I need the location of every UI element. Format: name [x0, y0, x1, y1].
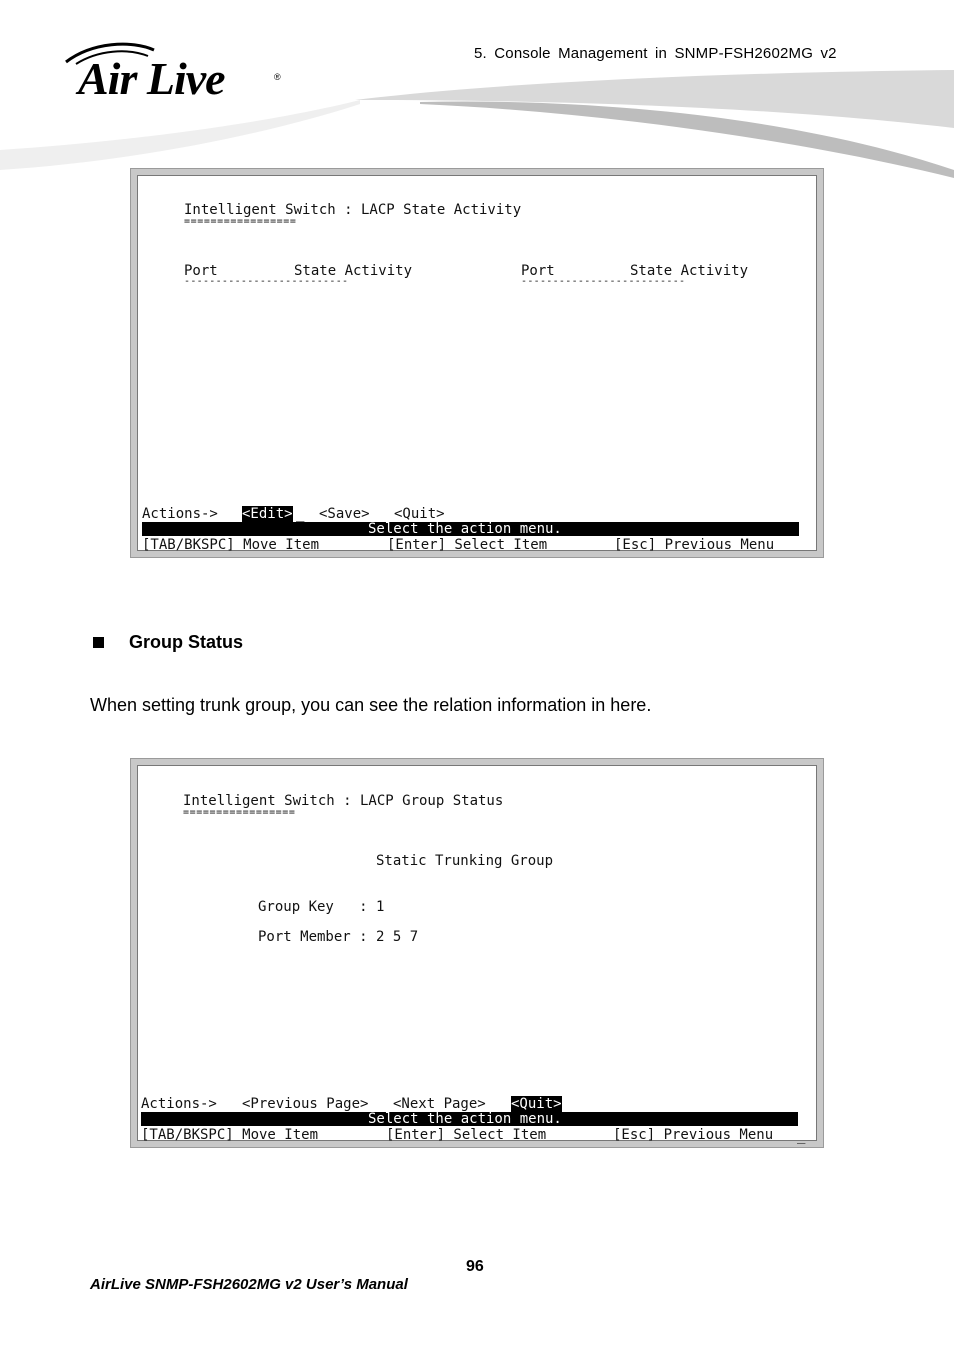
- dash-line-left: --------------------------: [184, 276, 349, 287]
- airlive-logo: [62, 40, 292, 110]
- save-action[interactable]: <Save>: [319, 506, 370, 522]
- help-previous-menu: [Esc] Previous Menu: [613, 1127, 774, 1143]
- column-state-right: State Activity: [630, 263, 749, 279]
- terminal-screen: [137, 765, 817, 1144]
- help-move-item: [TAB/BKSPC] Move Item: [141, 1127, 319, 1143]
- group-key-value: 1: [376, 899, 385, 915]
- quit-action[interactable]: <Quit>: [394, 506, 445, 522]
- previous-page-action[interactable]: <Previous Page>: [242, 1096, 369, 1112]
- title-underline: =================: [184, 216, 297, 227]
- bullet-square-icon: [93, 637, 104, 648]
- logo-text: Air Live: [78, 53, 225, 104]
- quit-action[interactable]: <Quit>: [511, 1096, 562, 1112]
- chapter-heading: 5. Console Management in SNMP-FSH2602MG v2: [474, 45, 837, 62]
- section-title: Group Status: [129, 632, 244, 652]
- status-message: Select the action menu.: [368, 1111, 562, 1127]
- port-member-value: 2 5 7: [376, 929, 419, 945]
- status-bar: [142, 522, 799, 536]
- actions-label: Actions->: [142, 506, 218, 522]
- registered-mark: ®: [274, 72, 281, 82]
- help-select-item: [Enter] Select Item: [386, 1127, 547, 1143]
- port-member-label: Port Member :: [258, 929, 368, 945]
- status-message: Select the action menu.: [368, 521, 562, 537]
- page-number: 96: [466, 1258, 484, 1275]
- terminal-screen: [137, 175, 817, 551]
- group-key-label: Group Key :: [258, 899, 368, 915]
- help-previous-menu: [Esc] Previous Menu: [614, 537, 775, 553]
- cursor-indicator: _: [296, 506, 305, 522]
- title-underline: =================: [183, 807, 296, 818]
- next-page-action[interactable]: <Next Page>: [393, 1096, 486, 1112]
- terminal-screenshot-lacp-group-status: [130, 758, 824, 1148]
- edit-action[interactable]: <Edit>: [242, 506, 293, 522]
- actions-label: Actions->: [141, 1096, 217, 1112]
- status-bar: [141, 1112, 798, 1126]
- terminal-screenshot-lacp-state-activity: [130, 168, 824, 558]
- help-move-item: [TAB/BKSPC] Move Item: [142, 537, 320, 553]
- manual-title: AirLive SNMP-FSH2602MG v2 User’s Manual: [90, 1276, 408, 1293]
- screen-title: Intelligent Switch : LACP State Activity: [184, 202, 522, 218]
- static-trunking-group-heading: Static Trunking Group: [376, 853, 554, 869]
- help-select-item: [Enter] Select Item: [387, 537, 548, 553]
- section-paragraph: When setting trunk group, you can see the relation information in here.: [90, 695, 652, 715]
- cursor-indicator: _: [797, 1128, 806, 1144]
- column-state-left: State Activity: [294, 263, 413, 279]
- screen-title: Intelligent Switch : LACP Group Status: [183, 793, 504, 809]
- column-port-left: Port: [184, 263, 218, 279]
- dash-line-right: --------------------------: [521, 276, 686, 287]
- column-port-right: Port: [521, 263, 555, 279]
